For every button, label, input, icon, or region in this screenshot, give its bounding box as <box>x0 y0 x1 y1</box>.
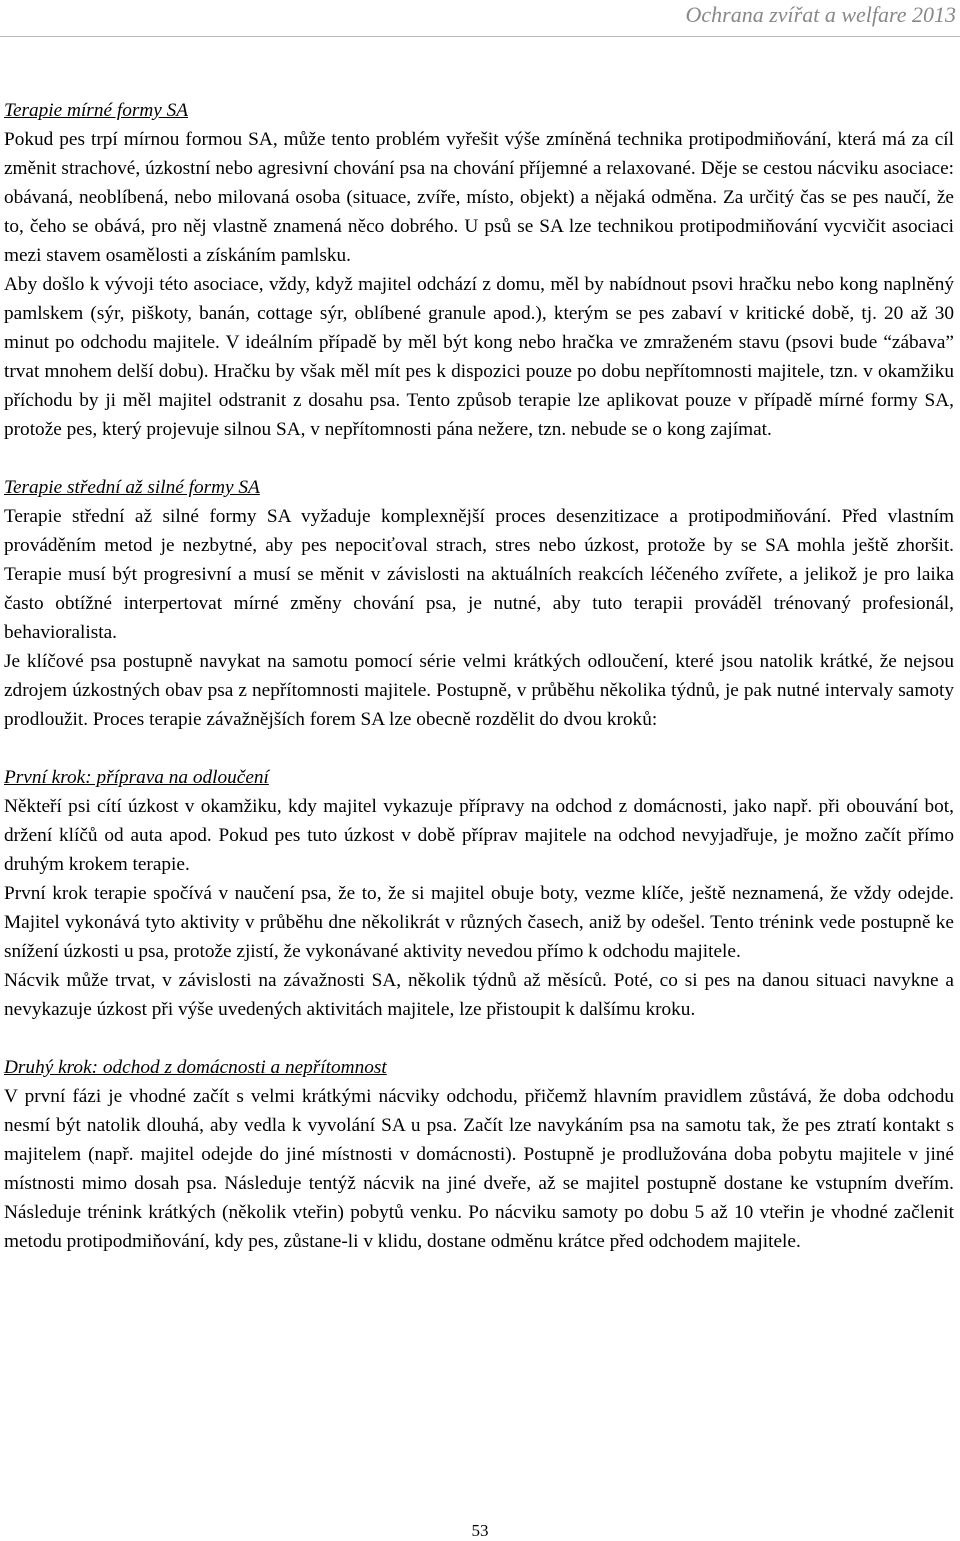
paragraph: Terapie střední až silné formy SA vyžaduje komplexnější proces desenzitizace a protipodmiňování. Před vlastním prováděním metod je nezbytné, aby pes nepociťoval strach, stres nebo úzkost, protože by se SA mohla ještě zhoršit. Terapie musí být progresivní a musí se měnit v závislosti na aktuálních reakcích léčeného zvířete, a jelikož je pro laika často obtížné interpertovat mírné změny chování psa, je nutné, aby tuto terapii prováděl trénovaný profesionál, behavioralista. <box>4 506 954 643</box>
page-number: 53 <box>471 1521 489 1540</box>
paragraph: Aby došlo k vývoji této asociace, vždy, když majitel odchází z domu, měl by nabídnout psovi hračku nebo kong naplněný pamlskem (sýr, piškoty, banán, cottage sýr, oblíbené granule apod.), kterým se pes zabaví v kritické době, tj. 20 až 30 minut po odchodu majitele. V ideálním případě by měl být kong nebo hračka ve zmraženém stavu (psovi bude “zábava” trvat mnohem delší dobu). Hračku by však měl mít pes k dispozici pouze po dobu nepřítomnosti majitele, tzn. v okamžiku příchodu by ji měl majitel odstranit z dosahu psa. Tento způsob terapie lze aplikovat pouze v případě mírné formy SA, protože pes, který projevuje silnou SA, v nepřítomnosti pána nežere, tzn. nebude se o kong zajímat. <box>4 274 954 440</box>
running-header: Ochrana zvířat a welfare 2013 <box>685 2 956 27</box>
paragraph: Pokud pes trpí mírnou formou SA, může tento problém vyřešit výše zmíněná technika protipodmiňování, která má za cíl změnit strachové, úzkostní nebo agresivní chování psa na chování příjemné a relaxované. Děje se cestou nácviku asociace: obávaná, neoblíbená, nebo milovaná osoba (situace, zvíře, místo, objekt) a nějaká odměna. Za určitý čas se pes naučí, že to, čeho se obává, pro něj vlastně znamená něco dobrého. U psů se SA lze technikou protipodmiňování vycvičit asociaci mezi stavem osamělosti a získáním pamlsku. <box>4 129 954 266</box>
section-spacer <box>4 444 954 473</box>
section-heading: Druhý krok: odchod z domácnosti a nepřítomnost <box>4 1057 387 1078</box>
paragraph: Někteří psi cítí úzkost v okamžiku, kdy majitel vykazuje přípravy na odchod z domácnosti, jako např. při obouvání bot, držení klíčů od auta apod. Pokud pes tuto úzkost v době příprav majitele na odchod nevyjadřuje, je možno začít přímo druhým krokem terapie. <box>4 796 954 875</box>
document-body <box>4 96 954 1256</box>
paragraph: První krok terapie spočívá v naučení psa, že to, že si majitel obuje boty, vezme klíče, ještě neznamená, že vždy odejde. Majitel vykonává tyto aktivity v průběhu dne několikrát v různých časech, aniž by odešel. Tento trénink vede postupně ke snížení úzkosti u psa, protože zjistí, že vykonávané aktivity nevedou přímo k odchodu majitele. <box>4 883 954 962</box>
section-second-step <box>4 1053 954 1256</box>
section-moderate-severe-sa <box>4 473 954 734</box>
section-heading: Terapie mírné formy SA <box>4 100 189 121</box>
section-spacer <box>4 1024 954 1053</box>
paragraph: V první fázi je vhodné začít s velmi krátkými nácviky odchodu, přičemž hlavním pravidlem zůstává, že doba odchodu nesmí být natolik dlouhá, aby vedla k vyvolání SA u psa. Začít lze navykáním psa na samotu tak, že pes ztratí kontakt s majitelem (např. majitel odejde do jiné místnosti v domácnosti). Postupně je prodlužována doba pobytu majitele v jiné místnosti mimo dosah psa. Následuje tentýž nácvik na jiné dveře, až se majitel postupně dostane ke vstupním dveřím. Následuje trénink krátkých (několik vteřin) pobytů venku. Po nácviku samoty po dobu 5 až 10 vteřin je vhodné začlenit metodu protipodmiňování, kdy pes, zůstane-li v klidu, dostane odměnu krátce před odchodem majitele. <box>4 1086 954 1252</box>
paragraph: Je klíčové psa postupně navykat na samotu pomocí série velmi krátkých odloučení, které jsou natolik krátké, že nejsou zdrojem úzkostných obav psa z nepřítomnosti majitele. Postupně, v průběhu několika týdnů, je pak nutné intervaly samoty prodloužit. Proces terapie závažnějších forem SA lze obecně rozdělit do dvou kroků: <box>4 651 954 730</box>
paragraph: Nácvik může trvat, v závislosti na závažnosti SA, několik týdnů až měsíců. Poté, co si pes na danou situaci navykne a nevykazuje úzkost při výše uvedených aktivitách majitele, lze přistoupit k dalšímu kroku. <box>4 970 954 1020</box>
section-heading: První krok: příprava na odloučení <box>4 767 269 788</box>
section-first-step <box>4 763 954 1024</box>
header-divider <box>0 36 960 37</box>
section-spacer <box>4 734 954 763</box>
section-mild-sa <box>4 96 954 444</box>
section-heading: Terapie střední až silné formy SA <box>4 477 260 498</box>
